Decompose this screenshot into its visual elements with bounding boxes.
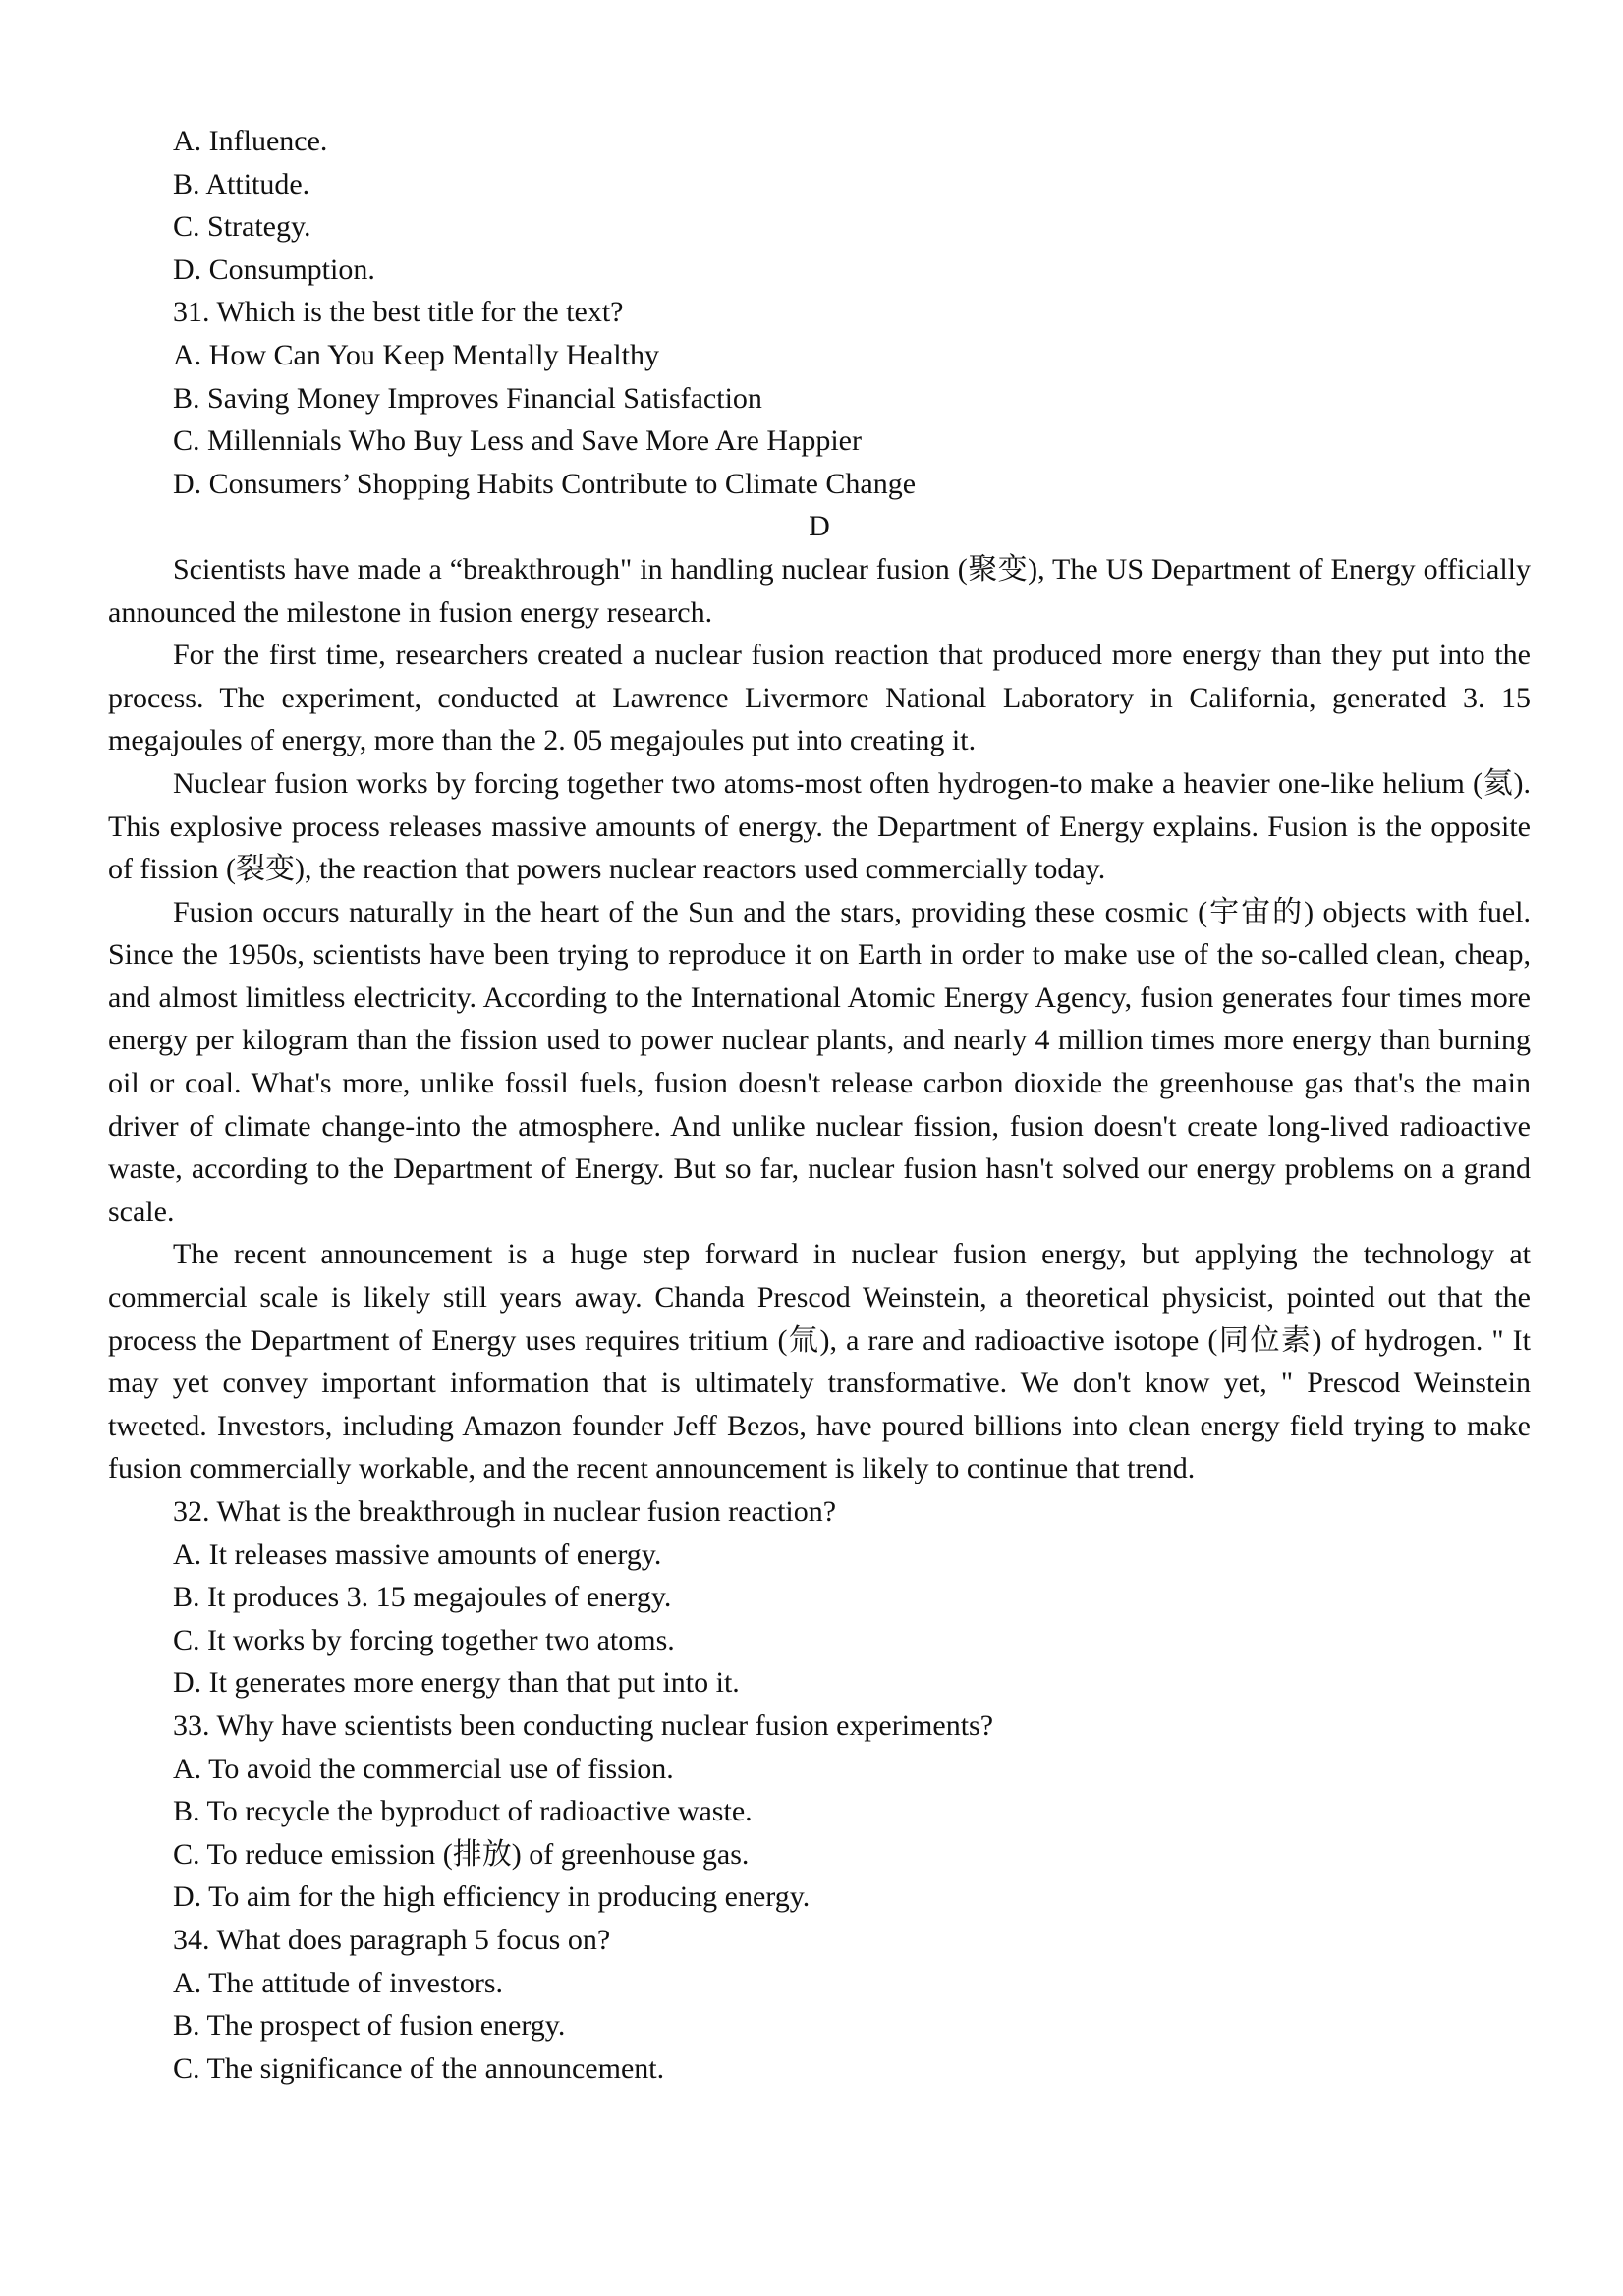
option-d: D. Consumers’ Shopping Habits Contribute to Climate Change: [173, 467, 917, 500]
exam-page: [108, 120, 1531, 2090]
question-text: 33. Why have scientists been conducting nuclear fusion experiments?: [173, 1708, 994, 1742]
passage: [108, 548, 1531, 1490]
question-31: [108, 291, 1531, 505]
option-c: C. Strategy.: [173, 210, 311, 244]
option-b: B. Saving Money Improves Financial Satisfaction: [173, 381, 762, 415]
option-c: C. It works by forcing together two atoms.: [173, 1623, 675, 1656]
option-d: D. To aim for the high efficiency in producing energy.: [173, 1880, 811, 1914]
option-d: D. It generates more energy than that put into it.: [173, 1666, 740, 1700]
passage-paragraph: The recent announcement is a huge step forward in nuclear fusion energy, but applying the technology at commercial scale is likely still years away. Chanda Prescod Weinstein, a theoretical physicist, pointed out that the process the Department of Energy uses requires tritium (氚), a rare and radioactive isotope (同位素) of hydrogen. " It may yet convey important information that is ultimately transformative. We don't know yet, " Prescod Weinstein tweeted. Investors, including Amazon founder Jeff Bezos, have poured billions into clean energy field trying to make fusion commercially workable, and the recent announcement is likely to continue that trend.: [108, 1238, 1531, 1485]
option-c: C. To reduce emission (排放) of greenhouse gas.: [173, 1837, 750, 1871]
option-d: D. Consumption.: [173, 252, 375, 286]
option-a: A. The attitude of investors.: [173, 1966, 504, 1999]
passage-paragraph: For the first time, researchers created a nuclear fusion reaction that produced more energy than they put into the process. The experiment, conducted at Lawrence Livermore National Laboratory in California, generated 3. 15 megajoules of energy, more than the 2. 05 megajoules put into creating it.: [108, 639, 1531, 757]
option-b: B. It produces 3. 15 megajoules of energy.: [173, 1581, 672, 1614]
question-text: 32. What is the breakthrough in nuclear fusion reaction?: [173, 1495, 837, 1528]
question-32: [108, 1490, 1531, 1705]
option-a: A. How Can You Keep Mentally Healthy: [173, 338, 659, 371]
option-c: C. Millennials Who Buy Less and Save More Are Happier: [173, 424, 862, 458]
question-text: 31. Which is the best title for the text?: [173, 296, 624, 329]
question-34: [108, 1919, 1531, 2090]
option-b: B. Attitude.: [173, 167, 310, 200]
option-b: B. The prospect of fusion energy.: [173, 2009, 566, 2043]
section-letter: D: [809, 510, 830, 543]
option-a: A. To avoid the commercial use of fission.: [173, 1752, 674, 1785]
option-a: A. It releases massive amounts of energy.: [173, 1538, 662, 1571]
question-text: 34. What does paragraph 5 focus on?: [173, 1923, 611, 1956]
passage-paragraph: Nuclear fusion works by forcing together two atoms-most often hydrogen-to make a heavier one-like helium (氦). This explosive process releases massive amounts of energy. the Department of Energy explains. Fusion is the opposite of fission (裂变), the reaction that powers nuclear reactors used commercially today.: [108, 766, 1531, 886]
option-c: C. The significance of the announcement.: [173, 2051, 665, 2085]
passage-paragraph: Scientists have made a “breakthrough" in handling nuclear fusion (聚变), The US Department of Energy officially announced the milestone in fusion energy research.: [108, 552, 1531, 629]
question-33: [108, 1705, 1531, 1919]
option-a: A. Influence.: [173, 125, 328, 157]
passage-paragraph: Fusion occurs naturally in the heart of the Sun and the stars, providing these cosmic (宇宙的) objects with fuel. Since the 1950s, scientists have been trying to reproduce it on Earth in order to make use of the so-called clean, cheap, and almost limitless electricity. According to the International Atomic Energy Agency, fusion generates four times more energy per kilogram than the fission used to power nuclear plants, and nearly 4 million times more energy than burning oil or coal. What's more, unlike fossil fuels, fusion doesn't release carbon dioxide the greenhouse gas that's the main driver of climate change-into the atmosphere. And unlike nuclear fission, fusion doesn't create long-lived radioactive waste, according to the Department of Energy. But so far, nuclear fusion hasn't solved our energy problems on a grand scale.: [108, 895, 1531, 1228]
q30-options: [108, 120, 1531, 291]
option-b: B. To recycle the byproduct of radioactive waste.: [173, 1795, 753, 1828]
